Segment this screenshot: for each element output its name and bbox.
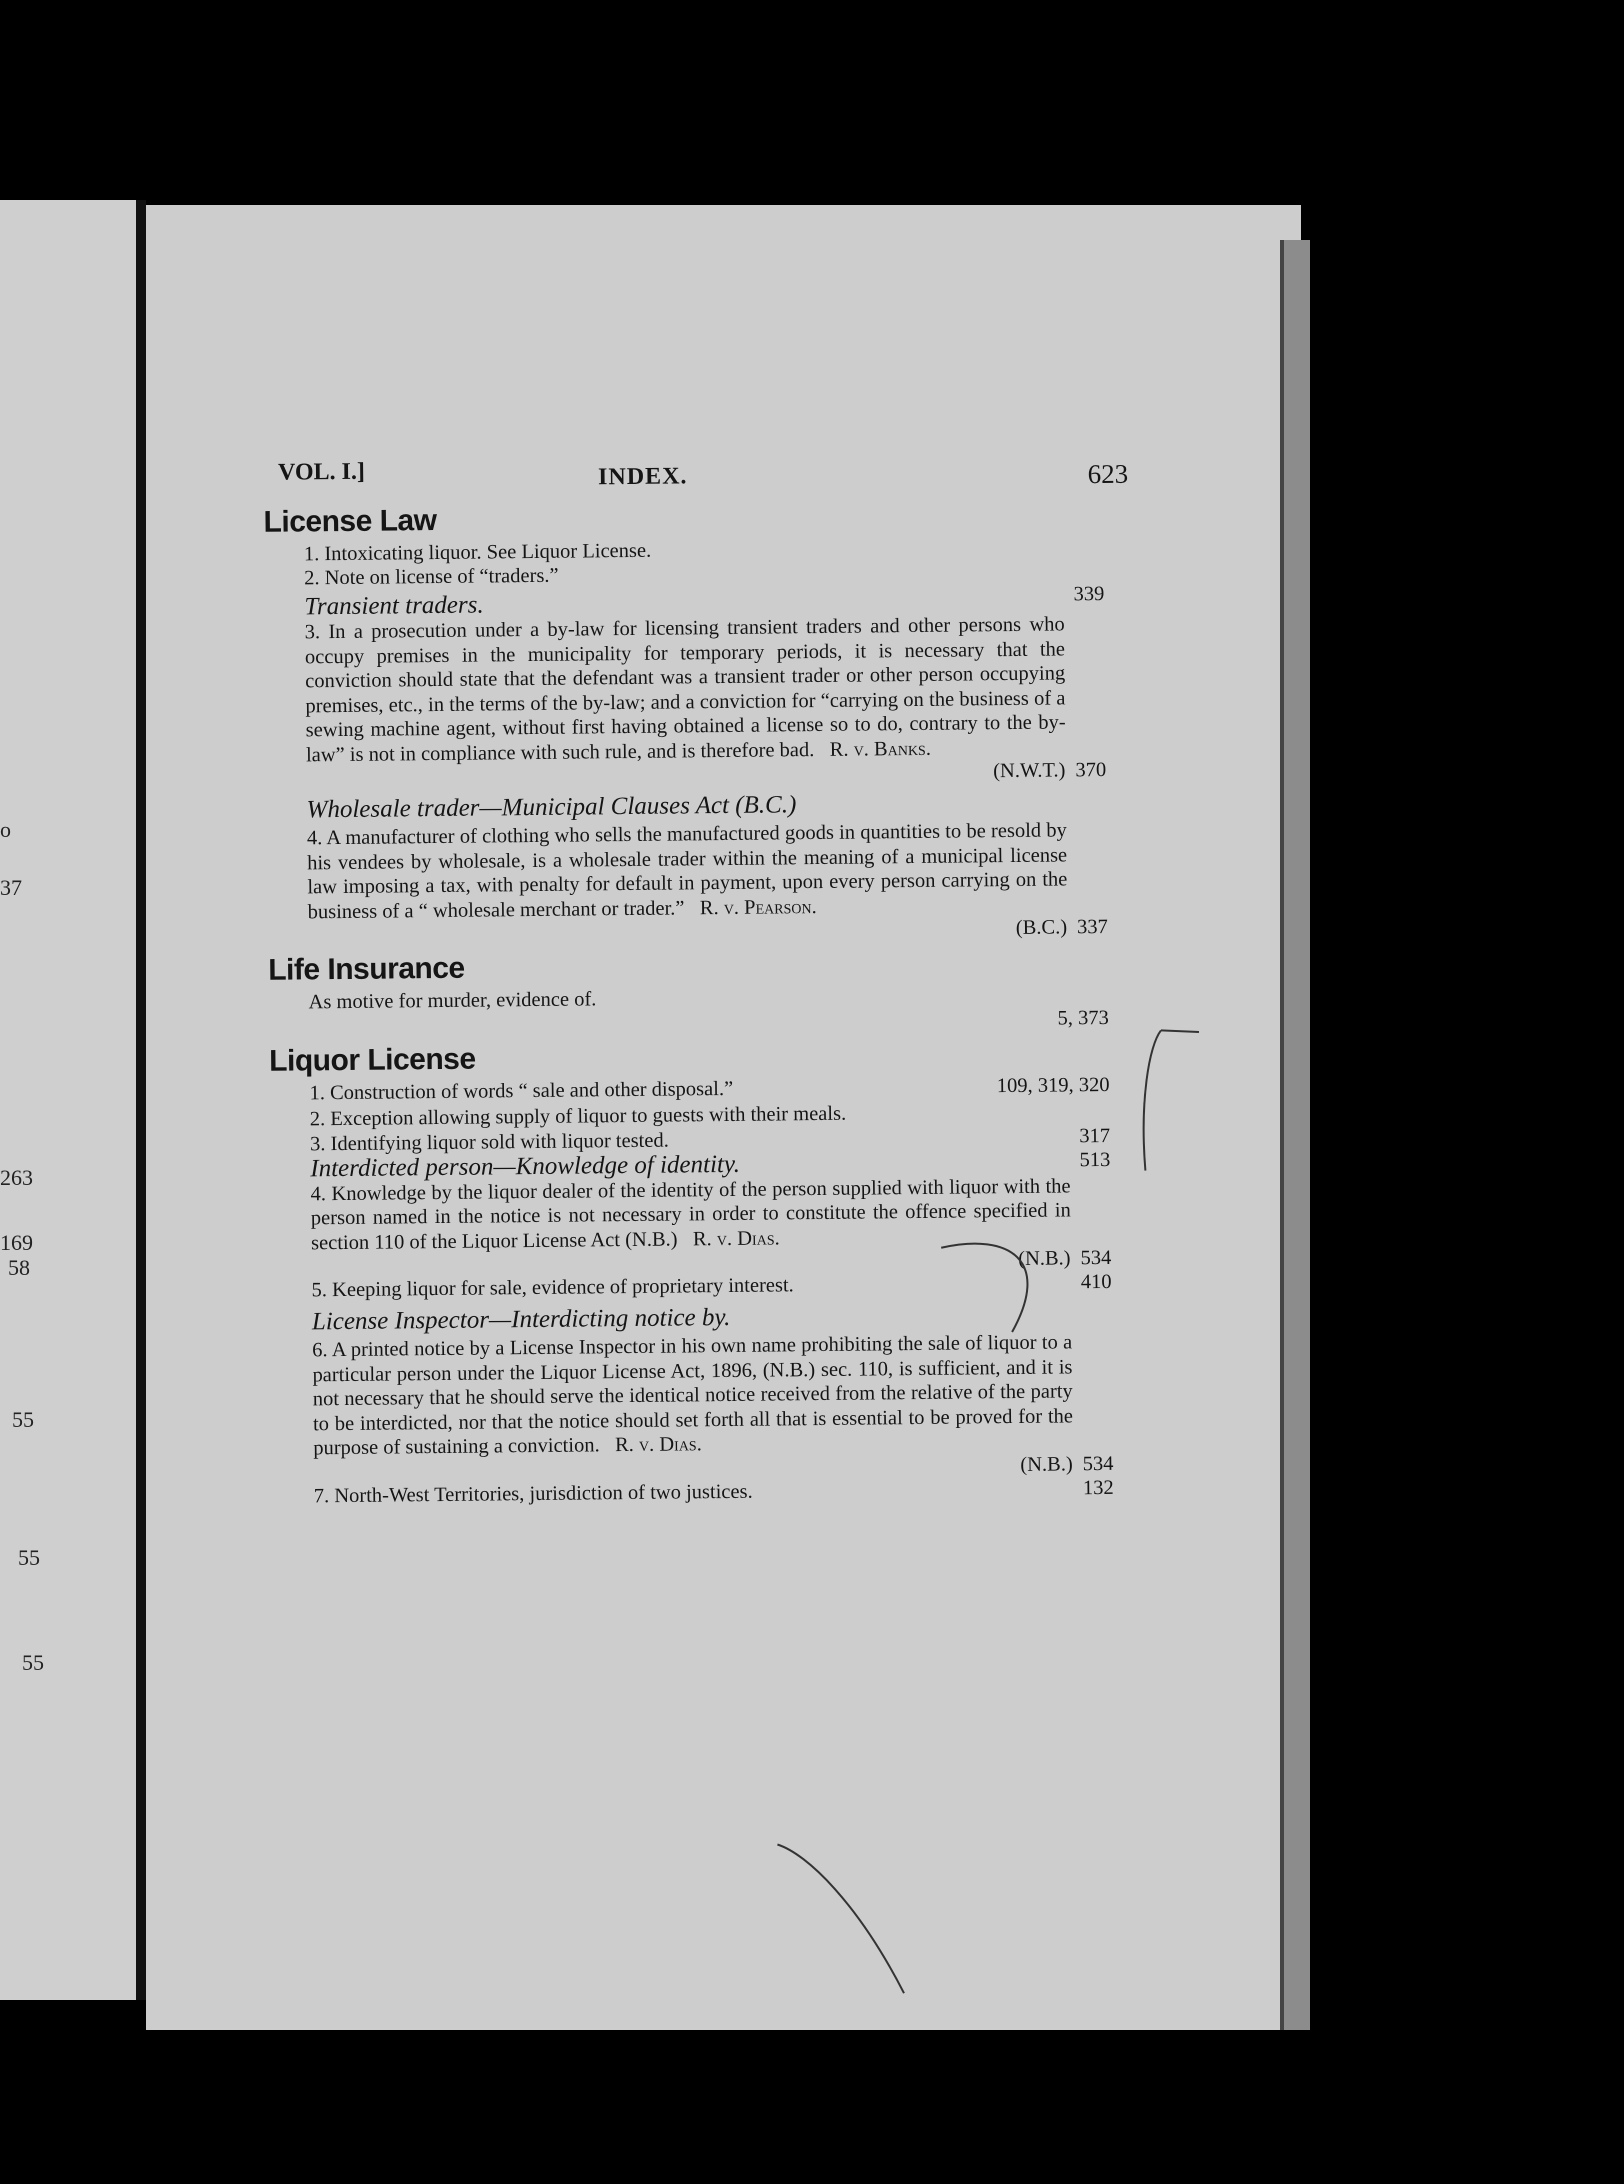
page-ref: 534 (1082, 1452, 1114, 1475)
page-title: INDEX. (597, 463, 688, 491)
left-page-number: 55 (18, 1545, 40, 1570)
entry-text: 4. Knowledge by the liquor dealer of the identity of the person supplied with liquor with the person named in the notice is not necessary in order to constitute the offence specified in section 110 of the Liquor License Act (N.B.) (310, 1174, 1071, 1254)
left-page-number: 55 (12, 1407, 34, 1432)
page-ref: 132 (1082, 1476, 1114, 1499)
case-name: R. v. Dias. (692, 1226, 780, 1250)
page-ref: 337 (1076, 915, 1108, 939)
index-entry (312, 1330, 1073, 1460)
book-page (146, 205, 1301, 2030)
case-name: R. v. Banks. (829, 737, 932, 761)
section-heading: Life Insurance (268, 951, 465, 987)
subheading: License Inspector—Interdicting notice by. (311, 1303, 731, 1336)
entry-text: 6. A printed notice by a License Inspector in his own name prohibiting the sale of liquor to a particular person under the Liquor License Act, 1896, (N.B.) sec. 110, is sufficient, and it is not necessary that he should serve the identical notice received from the relative of the party to be interdicted, nor that the notice should set forth all that is essential to be proved for the purpose of sustaining a conviction. (312, 1331, 1074, 1460)
page-edge (1280, 240, 1310, 2030)
page-ref: 513 (1079, 1148, 1111, 1171)
section-heading: License Law (263, 503, 437, 539)
page-ref: 339 (1073, 583, 1105, 606)
page-ref: 410 (1080, 1270, 1112, 1294)
court: (B.C.) (1015, 916, 1068, 939)
left-page-number: 58 (8, 1255, 30, 1280)
index-entry: As motive for murder, evidence of. (308, 988, 597, 1014)
index-entry: 1. Intoxicating liquor. See Liquor License. (303, 539, 652, 566)
section-heading: Liquor License (269, 1042, 476, 1078)
entry-text: 4. A manufacturer of clothing who sells the manufactured goods in quantities to be resold by his vendees by wholesale, is a wholesale trader within the meaning of a municipal license law imposing a tax, with penalty for default in payment, upon every person carrying on the business of a “ wholesale merchant or trader.” (306, 819, 1068, 923)
page-ref: 534 (1080, 1246, 1112, 1270)
case-name: R. v. Pearson. (699, 895, 817, 919)
left-page-number: o (0, 817, 11, 842)
subheading: Wholesale trader—Municipal Clauses Act (B.C.) (306, 791, 797, 824)
subheading: Transient traders. (304, 591, 484, 621)
left-page-number: 263 (0, 1165, 33, 1190)
left-page-number: 37 (0, 875, 22, 900)
entry-text: 7. North-West Territories, jurisdiction of two justices. (313, 1480, 753, 1507)
left-page (0, 200, 140, 2000)
court: (N.W.T.) (993, 759, 1066, 783)
page-ref: 370 (1075, 758, 1107, 782)
index-entry: 2. Exception allowing supply of liquor to guests with their meals. (309, 1102, 847, 1131)
volume-label: VOL. I.] (277, 458, 366, 486)
entry-text: 3. Identifying liquor sold with liquor tested. (309, 1129, 669, 1155)
entry-text: 1. Construction of words “ sale and other disposal.” (309, 1077, 734, 1105)
subheading: Interdicted person—Knowledge of identity. (310, 1150, 741, 1182)
index-entry (310, 1174, 1071, 1255)
page-ref: 317 (1079, 1124, 1111, 1147)
index-entry: 2. Note on license of “traders.” (304, 564, 559, 590)
index-content (263, 491, 1114, 1509)
index-entry (305, 612, 1066, 767)
page-number: 623 (1087, 458, 1129, 490)
left-page-number: 169 (0, 1230, 33, 1255)
court: (N.B.) (1018, 1247, 1071, 1270)
entry-text: 3. In a prosecution under a by-law for licensing transient traders and other persons who occupy premises in the municipality for temporary periods, it is necessary that the conviction should state that the defendant was a transient trader or other person occupying premises, etc., in the terms of the by-law; and a conviction for “carrying on the business of a sewing machine agent, without first having obtained a license so to do, contrary to the by-law” is not in compliance with such rule, and is therefore bad. (304, 613, 1066, 766)
index-entry (307, 818, 1068, 924)
case-name: R. v. Dias. (614, 1433, 702, 1457)
court: (N.B.) (1020, 1452, 1073, 1476)
page-ref: 109, 319, 320 (996, 1073, 1110, 1098)
entry-text: 5. Keeping liquor for sale, evidence of proprietary interest. (311, 1274, 794, 1302)
page-ref: 5, 373 (1057, 1006, 1109, 1030)
left-page-number: 55 (22, 1650, 44, 1675)
